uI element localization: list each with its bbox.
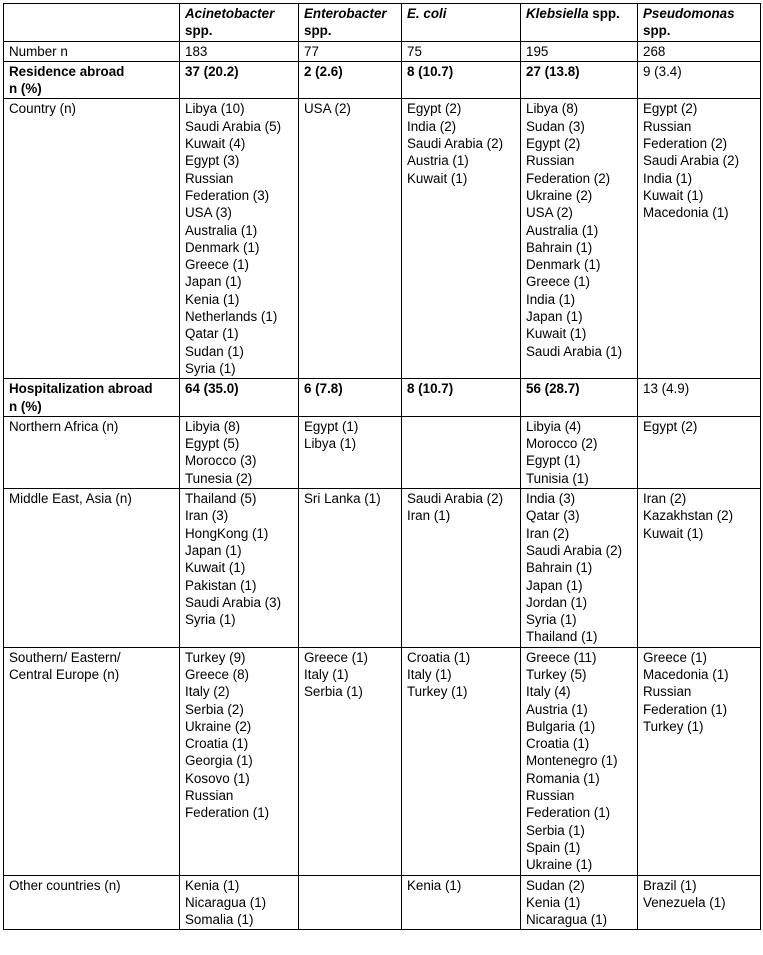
cell-line: 195 xyxy=(526,43,549,59)
cell-line: Russian xyxy=(185,788,234,804)
cell-line: Saudi Arabia (5) xyxy=(185,118,282,134)
cell-line: Serbia (1) xyxy=(304,684,363,700)
cell-line: 75 xyxy=(407,43,422,59)
cell-line: Japan (1) xyxy=(185,542,242,558)
row-label-line: n (%) xyxy=(9,81,42,97)
cell-line: Egypt (2) xyxy=(526,136,581,152)
cell-line: Kenia (1) xyxy=(526,894,581,910)
cell-line: India (2) xyxy=(407,118,457,134)
cell-line: Sudan (3) xyxy=(526,118,585,134)
cell-line: Croatia (1) xyxy=(185,736,249,752)
cell-line: Ukraine (1) xyxy=(526,857,593,873)
row-label-line: Number n xyxy=(9,43,68,59)
cell-line: Egypt (2) xyxy=(643,418,698,434)
cell-enterobacter xyxy=(299,99,402,379)
cell-line: 268 xyxy=(643,43,666,59)
cell-line: Libya (1) xyxy=(304,436,357,452)
table-row xyxy=(4,489,761,648)
row-label xyxy=(4,489,180,648)
cell-acinetobacter xyxy=(180,416,299,488)
cell-line: Federation (3) xyxy=(185,187,270,203)
cell-line: Australia (1) xyxy=(526,222,599,238)
cell-acinetobacter xyxy=(180,379,299,417)
cell-e-coli xyxy=(402,489,521,648)
cell-line: Kuwait (1) xyxy=(643,187,704,203)
cell-klebsiella xyxy=(521,416,638,488)
cell-line: Kazakhstan (2) xyxy=(643,508,734,524)
cell-line: Greece (1) xyxy=(304,649,368,665)
cell-line: 8 (10.7) xyxy=(407,63,454,79)
cell-pseudomonas xyxy=(638,41,761,61)
cell-pseudomonas xyxy=(638,61,761,99)
cell-line: Egypt (5) xyxy=(185,436,240,452)
cell-acinetobacter xyxy=(180,489,299,648)
row-label-line: Hospitalization abroad xyxy=(9,381,153,397)
row-label-line: Residence abroad xyxy=(9,63,125,79)
cell-line: Iran (1) xyxy=(407,508,451,524)
cell-line: Spain (1) xyxy=(526,839,581,855)
header-row xyxy=(4,4,761,42)
row-label-line: Other countries (n) xyxy=(9,877,121,893)
cell-line: Iran (2) xyxy=(526,525,570,541)
cell-line: Syria (1) xyxy=(185,360,236,376)
cell-klebsiella xyxy=(521,61,638,99)
cell-line: Italy (4) xyxy=(526,684,571,700)
cell-line: Turkey (5) xyxy=(526,666,587,682)
cell-line: Pakistan (1) xyxy=(185,577,257,593)
cell-pseudomonas xyxy=(638,379,761,417)
row-label-line: Southern/ Eastern/ xyxy=(9,649,121,665)
cell-line: 64 (35.0) xyxy=(185,381,239,397)
cell-line: Iran (2) xyxy=(643,491,687,507)
cell-line: Croatia (1) xyxy=(407,649,471,665)
cell-acinetobacter xyxy=(180,99,299,379)
cell-line: Jordan (1) xyxy=(526,594,588,610)
cell-line: 37 (20.2) xyxy=(185,63,239,79)
cell-line: 27 (13.8) xyxy=(526,63,580,79)
header-e-coli: E. coli xyxy=(402,4,521,42)
cell-pseudomonas xyxy=(638,489,761,648)
cell-enterobacter xyxy=(299,41,402,61)
cell-line: Egypt (1) xyxy=(304,418,359,434)
cell-line: Tunisia (1) xyxy=(526,470,589,486)
table-row xyxy=(4,99,761,379)
header-acinetobacter: Acinetobacter spp. xyxy=(180,4,299,42)
cell-line: Italy (1) xyxy=(407,666,452,682)
cell-line: Denmark (1) xyxy=(526,257,601,273)
table-row xyxy=(4,41,761,61)
cell-line: Egypt (1) xyxy=(526,453,581,469)
header-enterobacter: Enterobacter spp. xyxy=(299,4,402,42)
cell-line: 77 xyxy=(304,43,319,59)
cell-line: Turkey (1) xyxy=(643,718,704,734)
cell-line: Bahrain (1) xyxy=(526,560,593,576)
cell-enterobacter xyxy=(299,875,402,930)
cell-line: Libyia (8) xyxy=(185,418,241,434)
cell-line: Ukraine (2) xyxy=(185,718,252,734)
cell-line: USA (3) xyxy=(185,205,232,221)
cell-line: Australia (1) xyxy=(185,222,258,238)
cell-line: Russian xyxy=(185,170,234,186)
cell-line: India (3) xyxy=(526,491,576,507)
cell-line: Macedonia (1) xyxy=(643,666,729,682)
table-row xyxy=(4,416,761,488)
table-row xyxy=(4,379,761,417)
cell-line: Italy (1) xyxy=(304,666,349,682)
cell-line: Montenegro (1) xyxy=(526,753,618,769)
cell-line: Saudi Arabia (2) xyxy=(526,542,623,558)
cell-line: Nicaragua (1) xyxy=(526,912,608,928)
cell-line: Kuwait (1) xyxy=(643,525,704,541)
cell-line: USA (2) xyxy=(304,101,351,117)
cell-line: Ukraine (2) xyxy=(526,187,593,203)
cell-line: Bahrain (1) xyxy=(526,239,593,255)
cell-line: Morocco (2) xyxy=(526,436,598,452)
cell-line: Macedonia (1) xyxy=(643,205,729,221)
cell-line: 56 (28.7) xyxy=(526,381,580,397)
cell-line: Saudi Arabia (2) xyxy=(407,136,504,152)
cell-line: Brazil (1) xyxy=(643,877,697,893)
cell-pseudomonas xyxy=(638,99,761,379)
cell-acinetobacter xyxy=(180,61,299,99)
cell-line: 6 (7.8) xyxy=(304,381,343,397)
cell-line: Sudan (1) xyxy=(185,343,244,359)
row-label-line: n (%) xyxy=(9,398,42,414)
cell-line: Turkey (9) xyxy=(185,649,246,665)
cell-line: Croatia (1) xyxy=(526,736,590,752)
cell-line: 9 (3.4) xyxy=(643,63,682,79)
cell-line: Federation (1) xyxy=(643,701,728,717)
row-label-line: Country (n) xyxy=(9,101,76,117)
cell-klebsiella xyxy=(521,379,638,417)
cell-line: Serbia (2) xyxy=(185,701,244,717)
cell-line: Tunesia (2) xyxy=(185,470,253,486)
cell-line: Russian xyxy=(643,118,692,134)
cell-line: Syria (1) xyxy=(526,612,577,628)
cell-klebsiella xyxy=(521,489,638,648)
cell-line: Greece (1) xyxy=(643,649,707,665)
cell-klebsiella xyxy=(521,41,638,61)
cell-line: Russian xyxy=(526,153,575,169)
cell-line: Libyia (4) xyxy=(526,418,582,434)
table-row xyxy=(4,61,761,99)
table-row xyxy=(4,875,761,930)
cell-acinetobacter xyxy=(180,875,299,930)
cell-line: Federation (1) xyxy=(185,805,270,821)
cell-line: 8 (10.7) xyxy=(407,381,454,397)
cell-pseudomonas xyxy=(638,647,761,875)
cell-line: Serbia (1) xyxy=(526,822,585,838)
cell-enterobacter xyxy=(299,61,402,99)
cell-line: Greece (11) xyxy=(526,649,597,665)
data-table xyxy=(3,3,761,930)
cell-line: Romania (1) xyxy=(526,770,600,786)
row-label-line: Northern Africa (n) xyxy=(9,418,119,434)
cell-e-coli xyxy=(402,61,521,99)
cell-e-coli xyxy=(402,416,521,488)
cell-e-coli xyxy=(402,41,521,61)
cell-line: Federation (2) xyxy=(526,170,611,186)
cell-line: Morocco (3) xyxy=(185,453,257,469)
cell-line: Japan (1) xyxy=(526,309,583,325)
cell-line: Venezuela (1) xyxy=(643,894,726,910)
cell-klebsiella xyxy=(521,875,638,930)
cell-line: Qatar (3) xyxy=(526,508,580,524)
cell-line: Somalia (1) xyxy=(185,912,254,928)
row-label xyxy=(4,99,180,379)
cell-e-coli xyxy=(402,647,521,875)
cell-line: USA (2) xyxy=(526,205,573,221)
cell-line: Kenia (1) xyxy=(185,291,240,307)
cell-line: Saudi Arabia (2) xyxy=(643,153,740,169)
cell-acinetobacter xyxy=(180,647,299,875)
cell-line: Turkey (1) xyxy=(407,684,468,700)
cell-line: Saudi Arabia (1) xyxy=(526,343,623,359)
cell-enterobacter xyxy=(299,379,402,417)
cell-klebsiella xyxy=(521,647,638,875)
header-empty-cell xyxy=(4,4,180,42)
cell-line: Egypt (2) xyxy=(643,101,698,117)
header-klebsiella: Klebsiella spp. xyxy=(521,4,638,42)
cell-line: Greece (8) xyxy=(185,666,249,682)
cell-line: India (1) xyxy=(643,170,693,186)
cell-line: Kenia (1) xyxy=(407,877,462,893)
cell-line: Saudi Arabia (3) xyxy=(185,594,282,610)
cell-line: Denmark (1) xyxy=(185,239,260,255)
row-label xyxy=(4,647,180,875)
cell-pseudomonas xyxy=(638,875,761,930)
cell-line: Sri Lanka (1) xyxy=(304,491,381,507)
row-label xyxy=(4,379,180,417)
cell-enterobacter xyxy=(299,647,402,875)
cell-line: Greece (1) xyxy=(185,257,249,273)
cell-acinetobacter xyxy=(180,41,299,61)
table-row xyxy=(4,647,761,875)
cell-e-coli xyxy=(402,99,521,379)
cell-line: Austria (1) xyxy=(407,153,469,169)
cell-line: Bulgaria (1) xyxy=(526,718,596,734)
cell-line: Italy (2) xyxy=(185,684,230,700)
cell-line: Federation (1) xyxy=(526,805,611,821)
cell-line: 2 (2.6) xyxy=(304,63,343,79)
cell-enterobacter xyxy=(299,416,402,488)
cell-line: Kosovo (1) xyxy=(185,770,250,786)
cell-line: Netherlands (1) xyxy=(185,309,278,325)
row-label xyxy=(4,416,180,488)
cell-line: Kuwait (1) xyxy=(526,326,587,342)
cell-line: Thailand (5) xyxy=(185,491,257,507)
cell-line: Kuwait (1) xyxy=(407,170,468,186)
cell-line: Libya (10) xyxy=(185,101,245,117)
cell-line: Qatar (1) xyxy=(185,326,239,342)
cell-line: Egypt (3) xyxy=(185,153,240,169)
cell-line: Libya (8) xyxy=(526,101,579,117)
cell-line: Russian xyxy=(526,788,575,804)
header-pseudomonas: Pseudomonas spp. xyxy=(638,4,761,42)
cell-line: Saudi Arabia (2) xyxy=(407,491,504,507)
cell-line: Syria (1) xyxy=(185,612,236,628)
cell-line: Kenia (1) xyxy=(185,877,240,893)
cell-line: Japan (1) xyxy=(185,274,242,290)
cell-line: India (1) xyxy=(526,291,576,307)
cell-line: Federation (2) xyxy=(643,136,728,152)
row-label-line: Middle East, Asia (n) xyxy=(9,491,132,507)
cell-line: Russian xyxy=(643,684,692,700)
cell-e-coli xyxy=(402,875,521,930)
cell-line: Sudan (2) xyxy=(526,877,585,893)
cell-line: 13 (4.9) xyxy=(643,381,690,397)
cell-enterobacter xyxy=(299,489,402,648)
cell-line: Nicaragua (1) xyxy=(185,894,267,910)
cell-line: HongKong (1) xyxy=(185,525,269,541)
cell-line: Iran (3) xyxy=(185,508,229,524)
row-label xyxy=(4,41,180,61)
cell-line: Thailand (1) xyxy=(526,629,598,645)
cell-line: Austria (1) xyxy=(526,701,588,717)
cell-line: 183 xyxy=(185,43,208,59)
cell-line: Georgia (1) xyxy=(185,753,253,769)
cell-pseudomonas xyxy=(638,416,761,488)
cell-line: Greece (1) xyxy=(526,274,590,290)
row-label xyxy=(4,875,180,930)
cell-line: Kuwait (4) xyxy=(185,136,246,152)
row-label-line: Central Europe (n) xyxy=(9,666,120,682)
row-label xyxy=(4,61,180,99)
cell-line: Kuwait (1) xyxy=(185,560,246,576)
cell-e-coli xyxy=(402,379,521,417)
table-body xyxy=(4,41,761,930)
cell-line: Japan (1) xyxy=(526,577,583,593)
cell-klebsiella xyxy=(521,99,638,379)
cell-line: Egypt (2) xyxy=(407,101,462,117)
